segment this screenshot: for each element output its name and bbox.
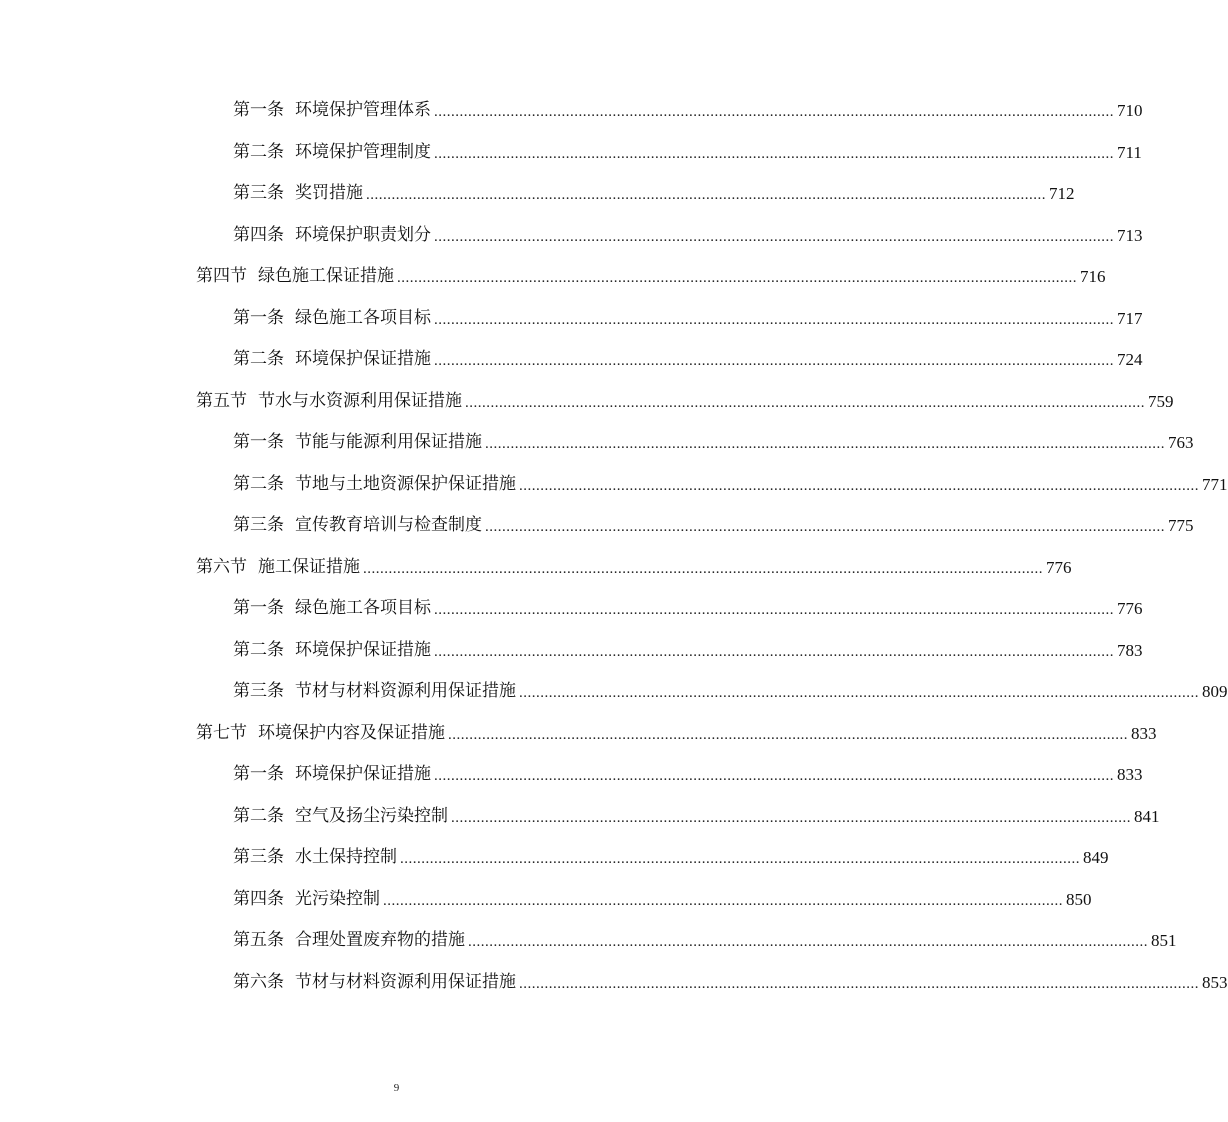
toc-entry-number: 第一条 (233, 432, 284, 452)
toc-dot-leader: ................................................................................................................................................................ (366, 187, 1046, 203)
toc-dot-leader: ................................................................................................................................................................ (397, 270, 1077, 286)
toc-entry[interactable] (0, 837, 1109, 879)
table-of-contents (0, 90, 1228, 1003)
toc-dot-leader: ................................................................................................................................................................ (434, 643, 1114, 660)
toc-dot-leader: ................................................................................................................................................................ (485, 519, 1165, 535)
toc-entry[interactable] (0, 713, 1157, 755)
toc-entry-title: 节地与土地资源保护保证措施 (295, 473, 516, 494)
toc-entry-page: 849 (1083, 848, 1109, 867)
toc-entry-page: 716 (1080, 267, 1106, 286)
toc-entry-page: 833 (1131, 723, 1157, 743)
toc-entry[interactable] (0, 90, 1143, 132)
toc-entry-title: 绿色施工各项目标 (295, 307, 431, 328)
toc-entry-number: 第三条 (233, 183, 284, 203)
toc-dot-leader: ................................................................................................................................................................ (519, 975, 1199, 992)
toc-entry-page: 759 (1148, 391, 1174, 411)
toc-entry-number: 第六节 (196, 556, 247, 577)
toc-entry[interactable] (0, 422, 1194, 464)
toc-entry-page: 724 (1117, 350, 1143, 369)
toc-entry[interactable] (0, 547, 1072, 589)
toc-entry-page: 776 (1117, 599, 1143, 618)
toc-dot-leader: ................................................................................................................................................................ (485, 436, 1165, 452)
toc-entry-title: 环境保护管理制度 (295, 141, 431, 162)
toc-entry-page: 713 (1117, 225, 1143, 245)
toc-entry-number: 第五节 (196, 390, 247, 411)
toc-entry[interactable] (0, 464, 1228, 506)
toc-entry-page: 712 (1049, 184, 1075, 203)
toc-dot-leader: ................................................................................................................................................................ (448, 726, 1128, 743)
toc-entry[interactable] (0, 796, 1160, 838)
toc-entry-title: 环境保护职责划分 (295, 224, 431, 245)
toc-entry-title: 光污染控制 (295, 888, 380, 909)
toc-entry-page: 775 (1168, 516, 1194, 535)
toc-entry-page: 783 (1117, 640, 1143, 660)
toc-entry-number: 第三条 (233, 681, 284, 701)
toc-entry-number: 第一条 (233, 307, 284, 328)
toc-entry-page: 850 (1066, 889, 1092, 909)
toc-dot-leader: ................................................................................................................................................................ (519, 477, 1199, 494)
toc-dot-leader: ................................................................................................................................................................ (434, 311, 1114, 328)
toc-entry[interactable] (0, 754, 1143, 796)
toc-entry-title: 宣传教育培训与检查制度 (295, 515, 482, 535)
toc-dot-leader: ................................................................................................................................................................ (383, 892, 1063, 909)
toc-entry-title: 合理处置废弃物的措施 (295, 930, 465, 950)
toc-entry[interactable] (0, 173, 1075, 215)
toc-entry[interactable] (0, 215, 1143, 257)
toc-entry-number: 第一条 (233, 100, 284, 120)
toc-entry-page: 717 (1117, 308, 1143, 328)
toc-entry-number: 第二条 (233, 639, 284, 660)
toc-entry-number: 第二条 (233, 473, 284, 494)
toc-entry[interactable] (0, 381, 1174, 423)
toc-entry-title: 环境保护内容及保证措施 (258, 722, 445, 743)
toc-entry-number: 第三条 (233, 847, 284, 867)
toc-entry[interactable] (0, 298, 1143, 340)
toc-entry-title: 节能与能源利用保证措施 (295, 432, 482, 452)
toc-entry[interactable] (0, 505, 1194, 547)
toc-entry[interactable] (0, 132, 1142, 174)
toc-entry-number: 第二条 (233, 805, 284, 826)
toc-entry-number: 第二条 (233, 141, 284, 162)
toc-dot-leader: ................................................................................................................................................................ (465, 394, 1145, 411)
toc-dot-leader: ................................................................................................................................................................ (451, 809, 1131, 826)
toc-entry-number: 第四条 (233, 888, 284, 909)
toc-entry-title: 施工保证措施 (258, 556, 360, 577)
toc-dot-leader: ................................................................................................................................................................ (434, 353, 1114, 369)
toc-entry-page: 771 (1202, 474, 1228, 494)
toc-entry-page: 851 (1151, 931, 1177, 950)
toc-entry-page: 776 (1046, 557, 1072, 577)
toc-dot-leader: ................................................................................................................................................................ (468, 934, 1148, 950)
toc-entry-title: 节材与材料资源利用保证措施 (295, 681, 516, 701)
toc-entry-title: 环境保护管理体系 (295, 100, 431, 120)
toc-dot-leader: ................................................................................................................................................................ (434, 145, 1114, 162)
toc-entry-number: 第一条 (233, 598, 284, 618)
toc-entry-number: 第一条 (233, 764, 284, 784)
toc-entry-number: 第三条 (233, 515, 284, 535)
toc-entry-title: 节水与水资源利用保证措施 (258, 390, 462, 411)
toc-dot-leader: ................................................................................................................................................................ (434, 602, 1114, 618)
toc-entry-title: 节材与材料资源利用保证措施 (295, 971, 516, 992)
toc-entry-title: 绿色施工保证措施 (258, 266, 394, 286)
toc-dot-leader: ................................................................................................................................................................ (434, 104, 1114, 120)
toc-dot-leader: ................................................................................................................................................................ (363, 560, 1043, 577)
toc-dot-leader: ................................................................................................................................................................ (434, 768, 1114, 784)
toc-entry-number: 第七节 (196, 722, 247, 743)
toc-dot-leader: ................................................................................................................................................................ (519, 685, 1199, 701)
toc-entry[interactable] (0, 256, 1106, 298)
toc-entry[interactable] (0, 588, 1143, 630)
toc-entry-page: 833 (1117, 765, 1143, 784)
toc-entry-title: 绿色施工各项目标 (295, 598, 431, 618)
toc-entry-page: 763 (1168, 433, 1194, 452)
toc-entry[interactable] (0, 671, 1228, 713)
toc-entry-number: 第五条 (233, 930, 284, 950)
toc-entry[interactable] (0, 339, 1143, 381)
toc-entry[interactable] (0, 630, 1143, 672)
toc-entry-page: 841 (1134, 806, 1160, 826)
toc-dot-leader: ................................................................................................................................................................ (400, 851, 1080, 867)
toc-entry-title: 水土保持控制 (295, 847, 397, 867)
toc-entry-page: 809 (1202, 682, 1228, 701)
toc-entry-page: 853 (1202, 972, 1228, 992)
toc-entry[interactable] (0, 962, 1228, 1004)
toc-entry-title: 奖罚措施 (295, 183, 363, 203)
toc-entry-page: 711 (1117, 142, 1142, 162)
page-number: 9 (393, 1082, 400, 1094)
toc-entry-title: 空气及扬尘污染控制 (295, 805, 448, 826)
toc-entry-page: 710 (1117, 101, 1143, 120)
toc-entry-number: 第四条 (233, 224, 284, 245)
toc-entry[interactable] (0, 879, 1092, 921)
toc-entry-title: 环境保护保证措施 (295, 639, 431, 660)
toc-entry-title: 环境保护保证措施 (295, 349, 431, 369)
toc-entry-number: 第六条 (233, 971, 284, 992)
toc-entry-number: 第四节 (196, 266, 247, 286)
toc-entry-number: 第二条 (233, 349, 284, 369)
toc-entry[interactable] (0, 920, 1177, 962)
toc-entry-title: 环境保护保证措施 (295, 764, 431, 784)
toc-dot-leader: ................................................................................................................................................................ (434, 228, 1114, 245)
